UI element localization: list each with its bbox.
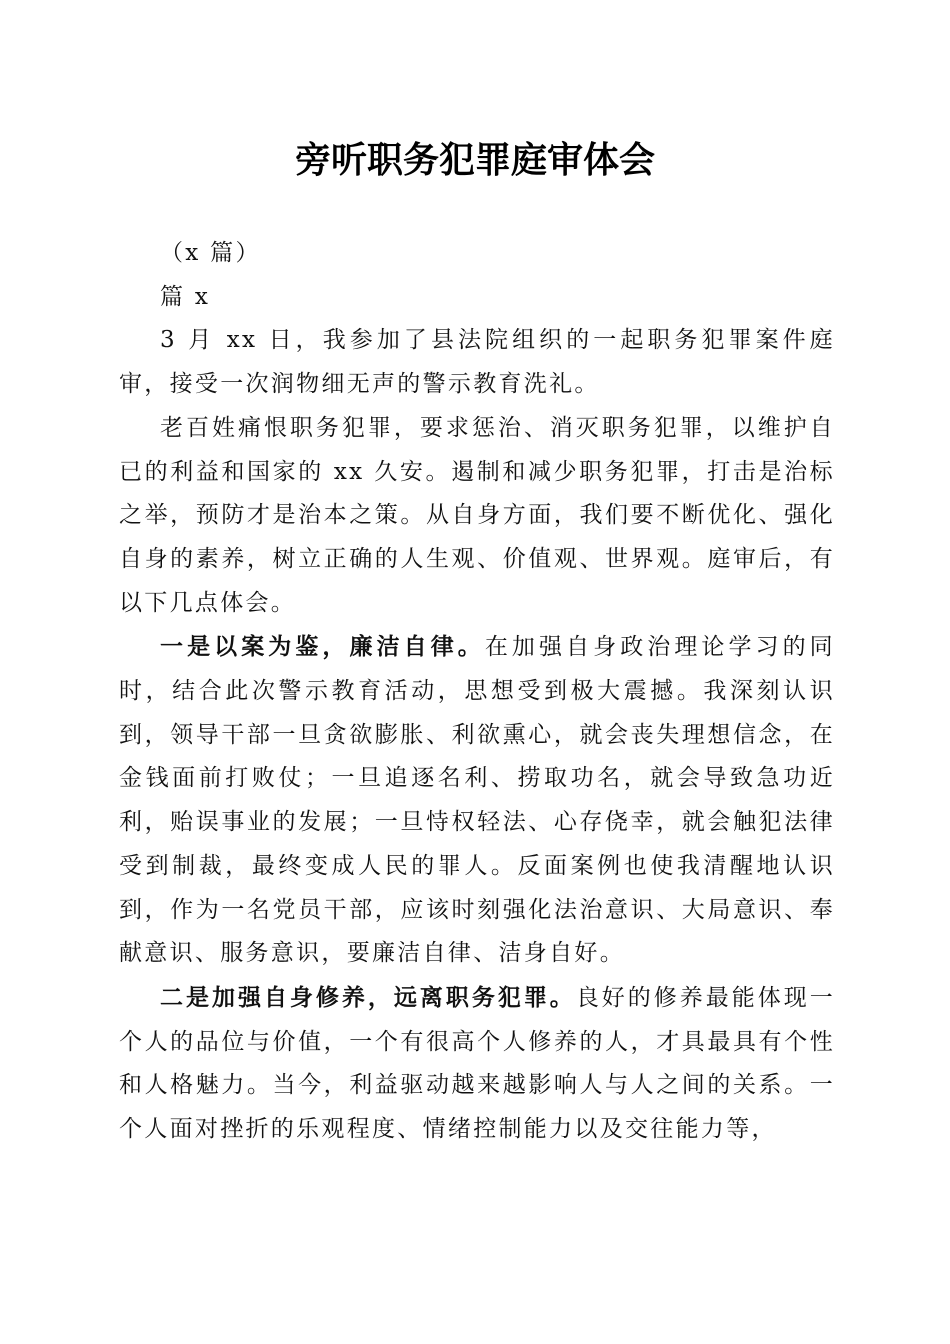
paragraph-4-lead: 二是加强自身修养，远离职务犯罪。 bbox=[160, 983, 576, 1011]
paragraph-1 bbox=[119, 319, 835, 406]
paragraph-4 bbox=[119, 976, 835, 1152]
paragraph-2 bbox=[119, 407, 835, 626]
paragraph-3-text: 在加强自身政治理论学习的同时，结合此次警示教育活动，思想受到极大震撼。我深刻认识到，领导干部一旦贪欲膨胀、利欲熏心，就会丧失理想信念，在金钱面前打败仗；一旦追逐名利、捞取功名，就会导致急功近利，贻误事业的发展；一旦恃权轻法、心存侥幸，就会触犯法律受到制裁，最终变成人民的罪人。反面案例也使我清醒地认识到，作为一名党员干部，应该时刻强化法治意识、大局意识、奉献意识、服务意识，要廉洁自律、洁身自好。 bbox=[119, 634, 835, 967]
paragraph-3-lead: 一是以案为鉴，廉洁自律。 bbox=[160, 633, 485, 661]
paragraph-4-text: 良好的修养最能体现一个人的品位与价值，一个有很高个人修养的人，才具最具有个性和人格魅力。当今，利益驱动越来越影响人与人之间的关系。一个人面对挫折的乐观程度、情绪控制能力以及交往能力等， bbox=[119, 984, 835, 1143]
document-body bbox=[119, 232, 835, 1152]
paragraph-3 bbox=[119, 625, 835, 976]
section-label: 篇 x bbox=[160, 283, 211, 310]
paragraph-1-text: 3 月 xx 日，我参加了县法院组织的一起职务犯罪案件庭审，接受一次润物细无声的警示教育洗礼。 bbox=[119, 327, 835, 398]
paragraph-2-text: 老百姓痛恨职务犯罪，要求惩治、消灭职务犯罪，以维护自已的利益和国家的 xx 久安。遏制和减少职务犯罪，打击是治标之举，预防才是治本之策。从自身方面，我们要不断优化、强化自身的素养，树立正确的人生观、价值观、世界观。庭审后，有以下几点体会。 bbox=[119, 414, 835, 616]
document-title: 旁听职务犯罪庭审体会 bbox=[294, 139, 655, 181]
document-subtitle: （x 篇） bbox=[160, 240, 261, 266]
